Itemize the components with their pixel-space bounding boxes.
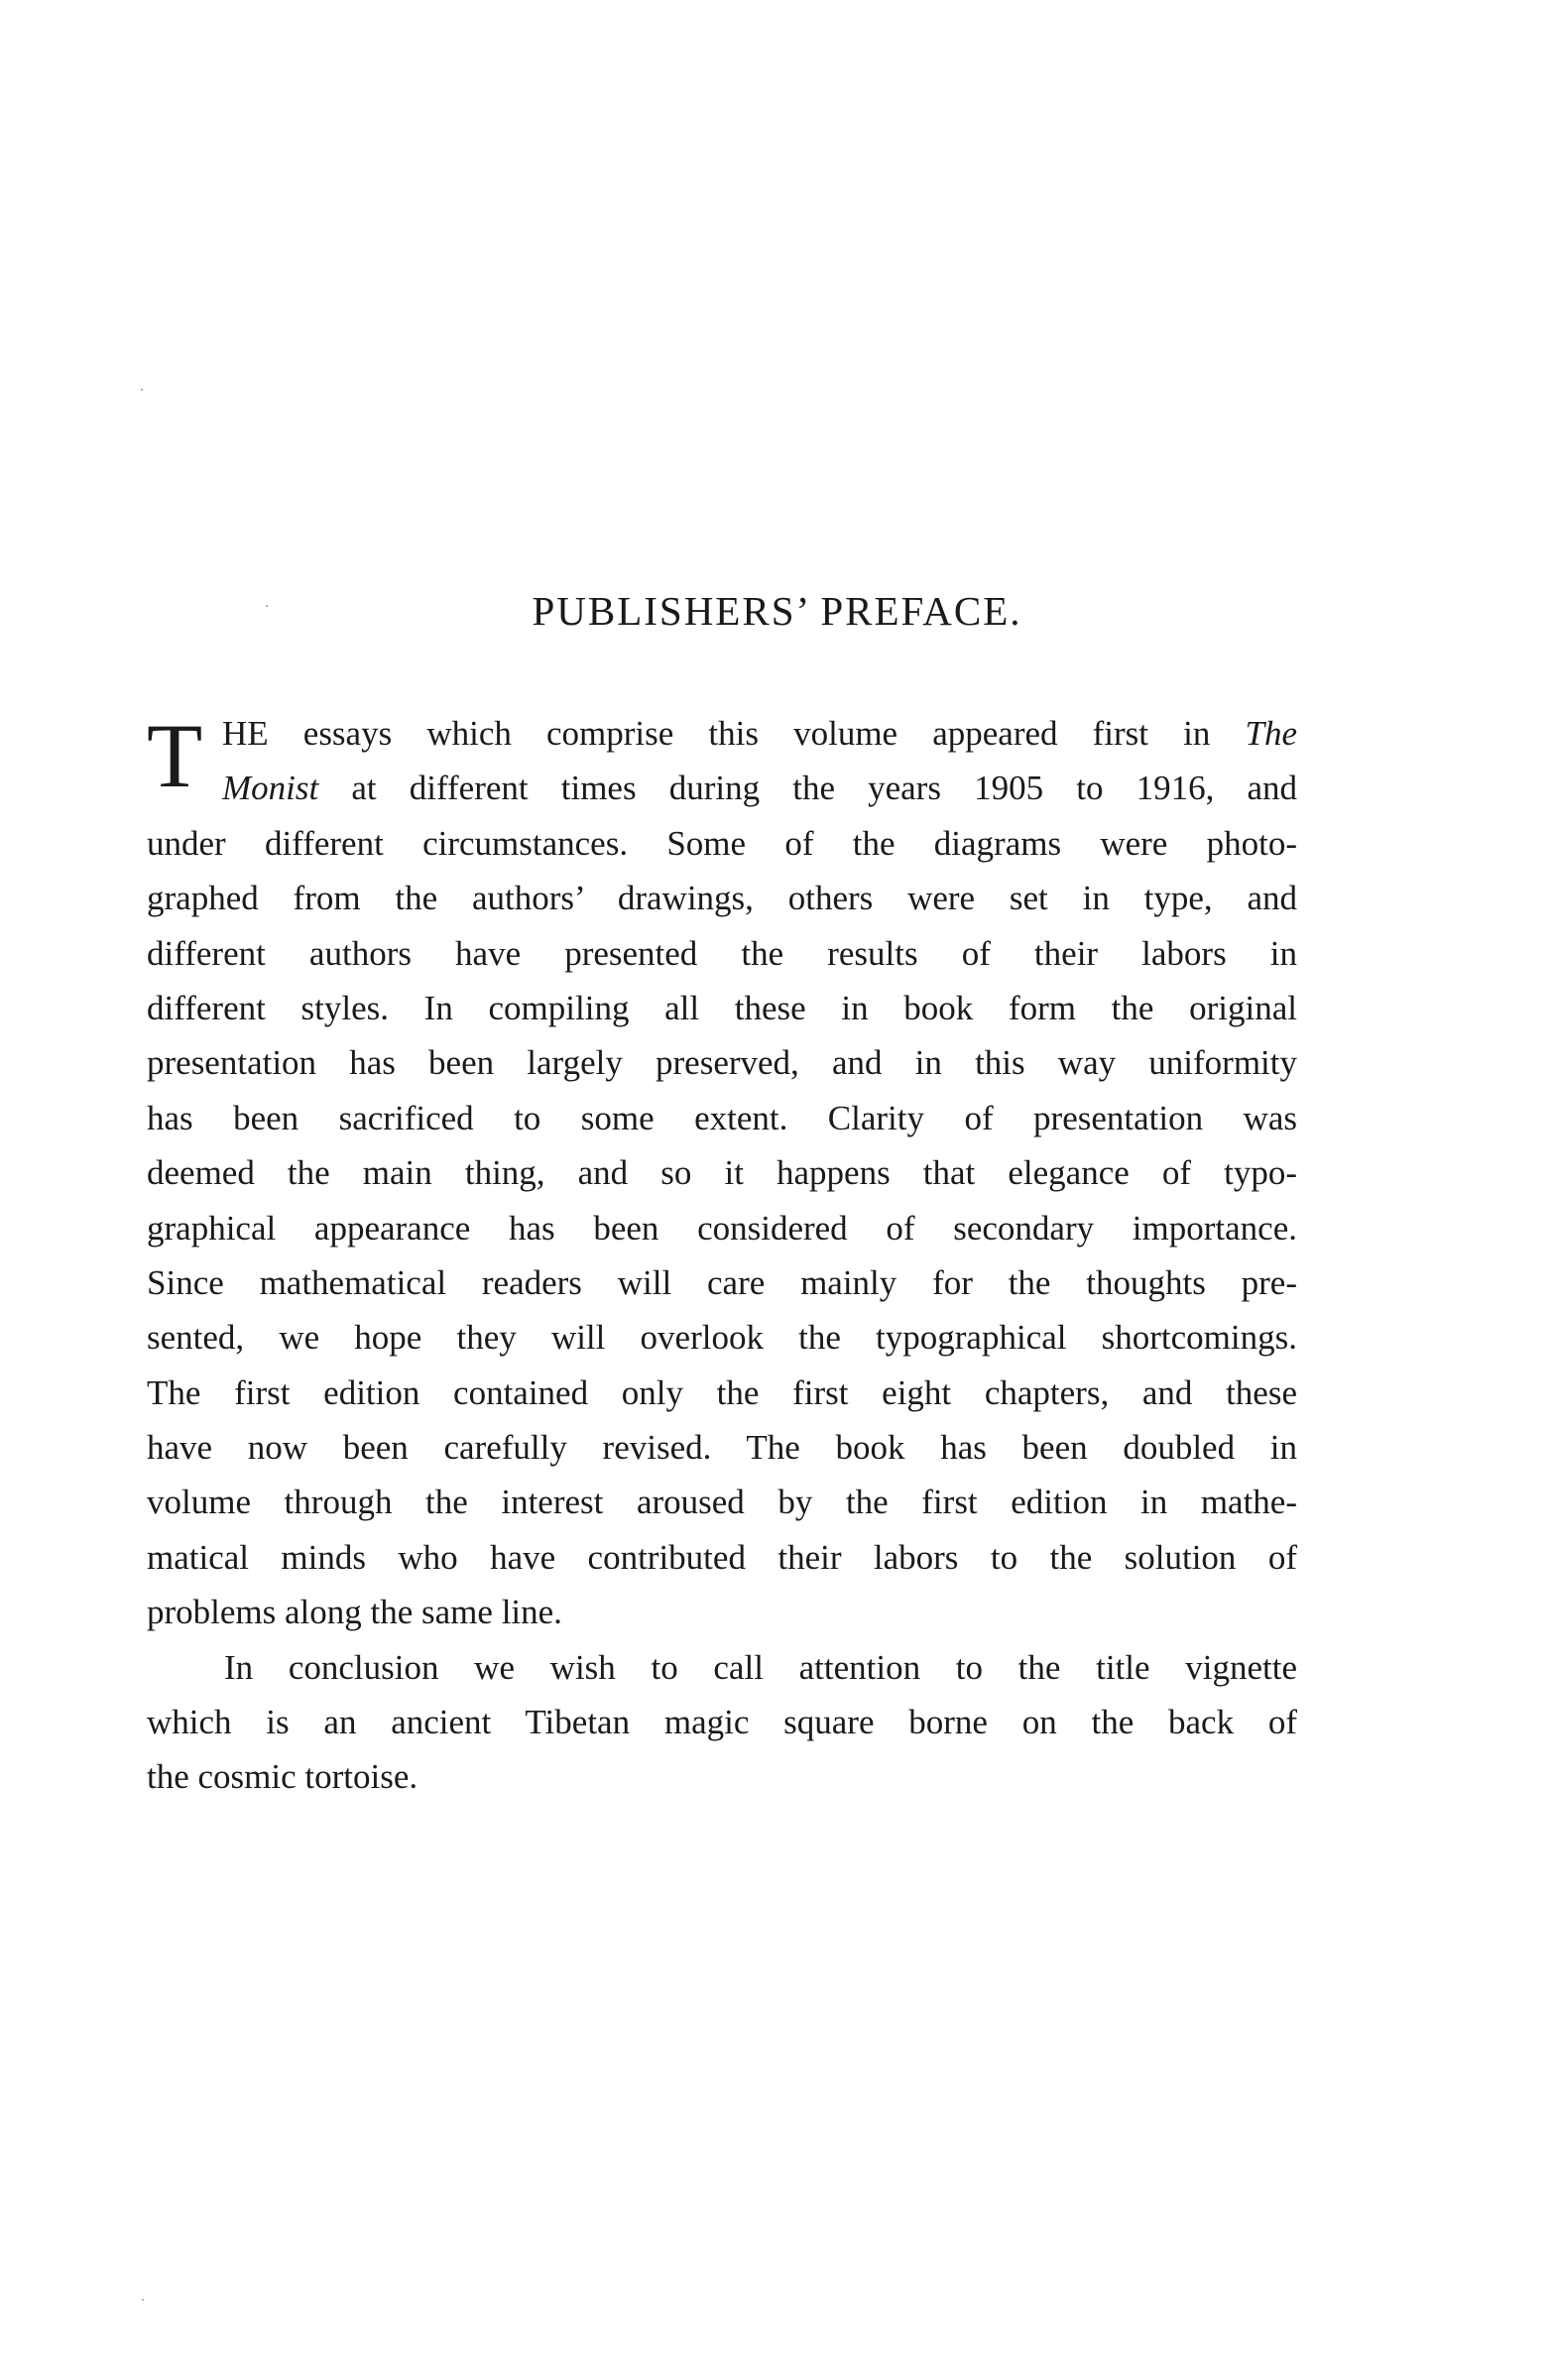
text-line: problems along the same line. [147, 1593, 562, 1632]
text-line: matical minds who have contributed their labors to the solution of [147, 1537, 1297, 1577]
text-line: have now been carefully revised. The book has been doubled in [147, 1428, 1297, 1468]
text-line: deemed the main thing, and so it happens that elegance of typo- [147, 1153, 1297, 1193]
text-line: different styles. In compiling all these in book form the original [147, 988, 1297, 1027]
text-line: different authors have presented the results of their labors in [147, 933, 1297, 973]
text-line: HE essays which comprise this volume appeared first in The [222, 714, 1297, 753]
text-line: has been sacrificed to some extent. Clarity of presentation was [147, 1098, 1297, 1137]
text-line: Monist at different times during the years 1905 to 1916, and [222, 769, 1297, 808]
text-line: graphical appearance has been considered of secondary importance. [147, 1208, 1297, 1248]
text-line: presentation has been largely preserved, and in this way uniformity [147, 1043, 1297, 1083]
text-line: The first edition contained only the first eight chapters, and these [147, 1372, 1297, 1412]
preface-body [147, 706, 1297, 1805]
text-line: under different circumstances. Some of the diagrams were photo- [147, 823, 1297, 863]
text-line: the cosmic tortoise. [147, 1757, 418, 1797]
page-title: PUBLISHERS’ PREFACE. [532, 588, 1022, 634]
text-line: sented, we hope they will overlook the typographical shortcomings. [147, 1318, 1297, 1358]
text-line: which is an ancient Tibetan magic square borne on the back of [147, 1703, 1297, 1742]
text-line: graphed from the authors’ drawings, others were set in type, and [147, 879, 1297, 918]
paper-speck [142, 2299, 144, 2301]
text-line: In conclusion we wish to call attention to the title vignette [224, 1647, 1297, 1687]
text-line: volume through the interest aroused by the first edition in mathe- [147, 1483, 1297, 1522]
text-line: Since mathematical readers will care mainly for the thoughts pre- [147, 1262, 1297, 1302]
paper-speck [141, 389, 143, 391]
drop-cap-letter: T [147, 705, 203, 806]
